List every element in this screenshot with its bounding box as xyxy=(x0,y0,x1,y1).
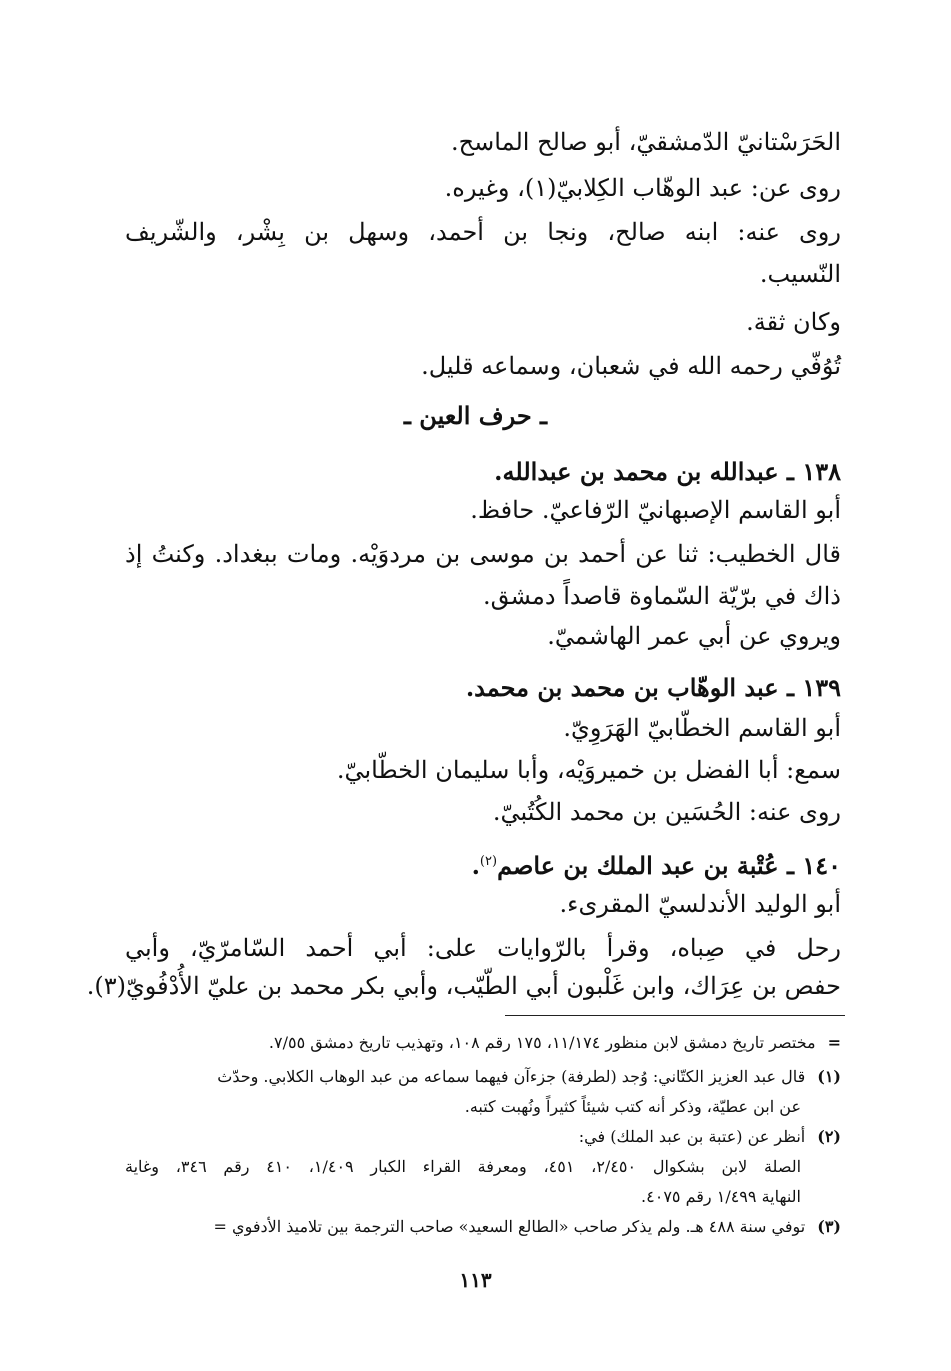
footnote-continuation xyxy=(125,1156,801,1180)
page-number: ١١٣ xyxy=(459,1268,492,1292)
footnote-text: توفي سنة ٤٨٨ هـ. ولم يذكر صاحب «الطالع السعيد» صاحب الترجمة بين تلاميذ الأدفوي = xyxy=(213,1217,806,1236)
footnote-text: مختصر تاريخ دمشق لابن منظور ١١/١٧٤، ١٧٥ رقم ١٠٨، وتهذيب تاريخ دمشق ٧/٥٥. xyxy=(268,1033,816,1052)
footnote xyxy=(125,1126,841,1150)
text-line: روى عنه: ابنه صالح، ونجا بن أحمد، وسهل بن بِشْر، والشّريف xyxy=(125,218,841,246)
footnote-text: الصلة لابن بشكوال ٢/٤٥٠، ٤٥١، ومعرفة القراء الكبار ١/٤٠٩، ٤١٠ رقم ٣٤٦، وغاية xyxy=(125,1157,802,1176)
entry-heading-text: ١٤٠ ـ عُتْبة بن عبد الملك بن عاصم xyxy=(497,851,841,880)
footnote-continuation xyxy=(125,1096,801,1120)
section-heading: ـ حرف العين ـ xyxy=(403,401,548,430)
text-line: النّسيب. xyxy=(759,260,841,288)
footnote-number: (٢) xyxy=(817,1127,841,1146)
text-line: ذاك في برّيّة السّماوة قاصداً دمشق. xyxy=(483,582,841,610)
text-line: ويروي عن أبي عمر الهاشميّ. xyxy=(547,622,841,650)
text-line: قال الخطيب: ثنا عن أحمد بن موسى بن مردوَيْه. ومات ببغداد. وكنتُ إذ xyxy=(125,540,841,568)
footnote-text: أنظر عن (عتبة بن عبد الملك) في: xyxy=(578,1127,806,1146)
entry-heading: ١٣٨ ـ عبدالله بن محمد بن عبدالله. xyxy=(494,457,841,486)
text-line: روى عنه: الحُسَين بن محمد الكُتُبيّ. xyxy=(492,798,841,826)
footnote-divider xyxy=(505,1015,845,1016)
footnote xyxy=(125,1066,841,1090)
text-line: روى عن: عبد الوهّاب الكِلابيّ(١)، وغيره. xyxy=(444,174,841,202)
text-line: أبو الوليد الأندلسيّ المقرىء. xyxy=(559,890,841,918)
text-line: أبو القاسم الخطّابيّ الهَرَوِيّ. xyxy=(563,714,841,742)
footnote-number: (٣) xyxy=(817,1217,841,1236)
text-line: رحل في صِباه، وقرأ بالرّوايات على: أبي أحمد السّامرّيّ، وأبي xyxy=(125,934,842,962)
text-line: سمع: أبا الفضل بن خميروَيْه، وأبا سليمان الخطّابيّ. xyxy=(336,756,841,784)
footnote-number: (١) xyxy=(817,1067,841,1086)
text-line: وكان ثقة. xyxy=(746,308,841,336)
text-line: حفص بن عِرَاك، وابن غَلْبون أبي الطّيّب، وأبي بكر محمد بن عليّ الأُدْفُويّ(٣). xyxy=(86,972,841,1000)
text-line: تُوُفّي رحمه الله في شعبان، وسماعه قليل. xyxy=(421,352,841,380)
footnote-continuation xyxy=(125,1186,801,1210)
text-line: أبو القاسم الإصبهانيّ الرّفاعيّ. حافظ. xyxy=(470,496,841,524)
footnote xyxy=(125,1216,841,1240)
entry-heading xyxy=(125,846,841,880)
footnote-number: = xyxy=(827,1033,841,1052)
text-line: الحَرَسْتانيّ الدّمشقيّ، أبو صالح الماسح. xyxy=(451,128,841,156)
footnote-text: قال عبد العزيز الكتّاني: وُجد (لطرفة) جزءآن فيهما سماعه من عبد الوهاب الكلابي. وحدّث xyxy=(217,1067,806,1086)
footnote xyxy=(125,1032,841,1056)
entry-heading-end: . xyxy=(471,851,480,880)
footnote-text: عن ابن عطيّة، وذكر أنه كتب شيئاً كثيراً ونُهبت كتبه. xyxy=(464,1097,801,1116)
footnote-ref: (٢) xyxy=(479,854,498,869)
entry-heading: ١٣٩ ـ عبد الوهّاب بن محمد بن محمد. xyxy=(465,673,841,702)
footnote-text: النهاية ١/٤٩٩ رقم ٤٠٧٥. xyxy=(641,1187,801,1206)
